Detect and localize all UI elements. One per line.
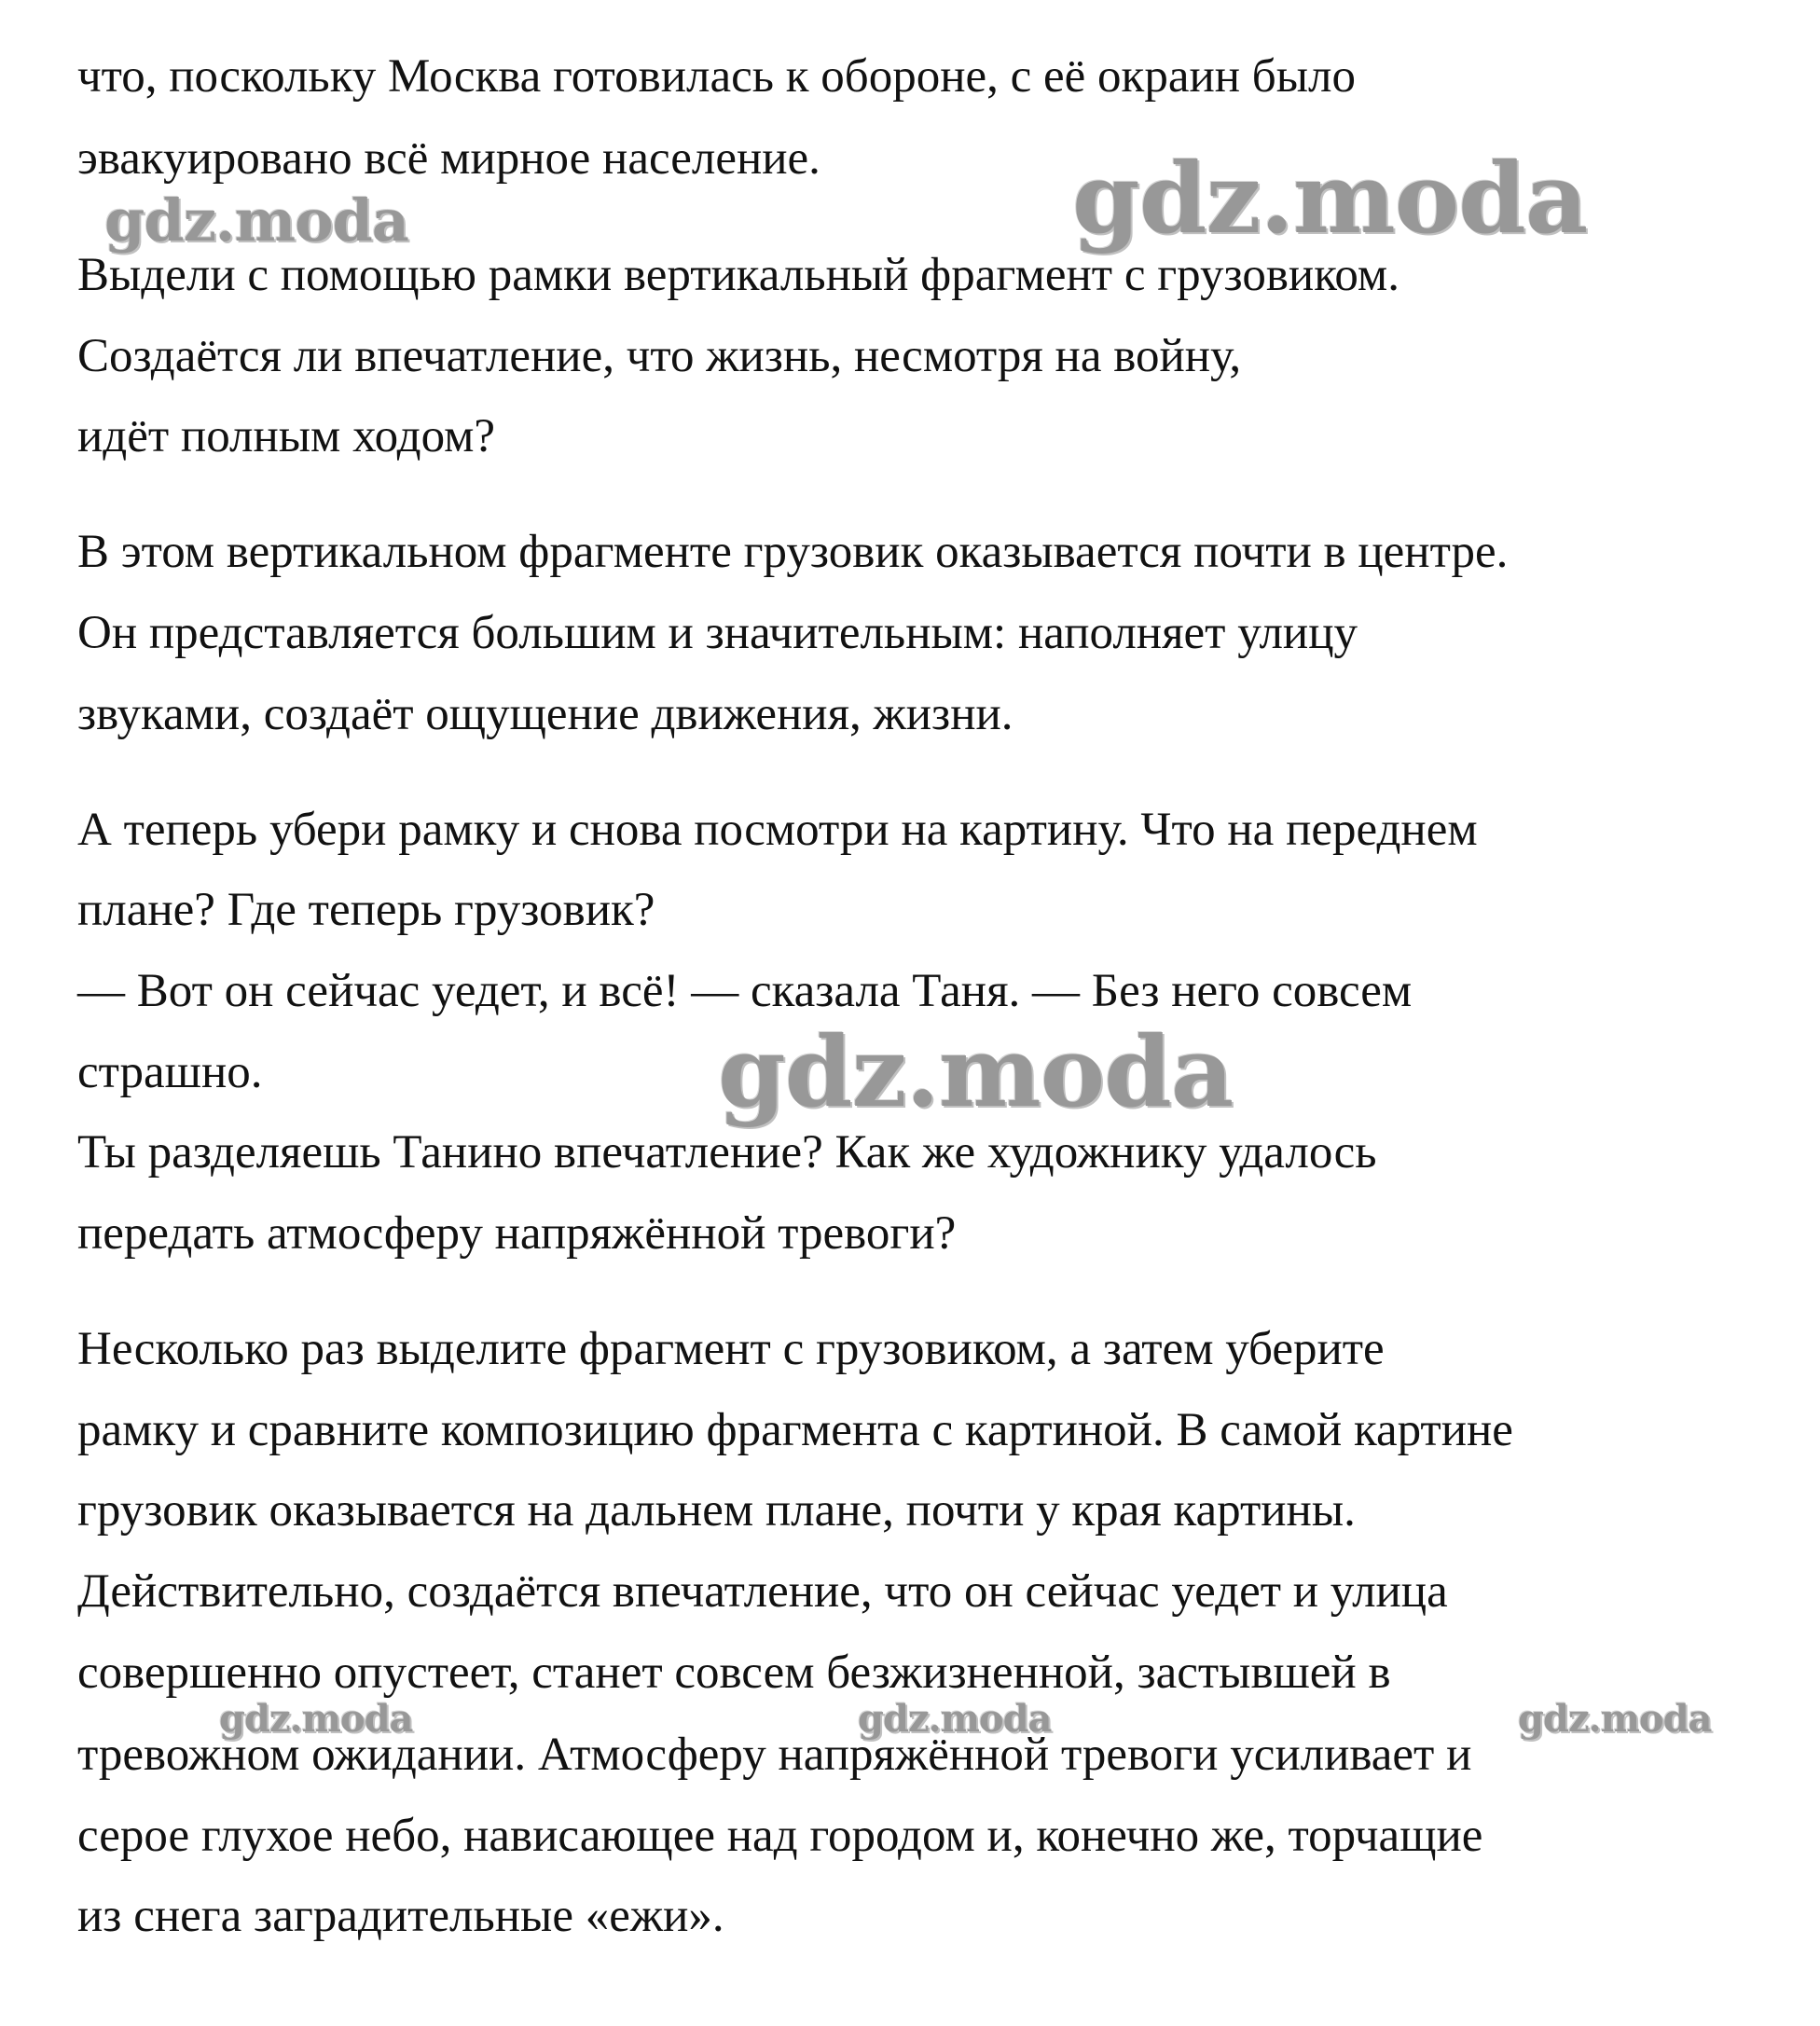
watermark-logo: gdz.moda (858, 1697, 1052, 1741)
text-line: идёт полным ходом? (77, 410, 496, 462)
text-line: Ты разделяешь Танино впечатление? Как же художнику удалось (77, 1126, 1377, 1178)
text-line: грузовик оказывается на дальнем плане, почти у края картины. (77, 1484, 1356, 1537)
text-line: тревожном ожидании. Атмосферу напряжённой тревоги усиливает и (77, 1729, 1472, 1781)
text-line: В этом вертикальном фрагменте грузовик оказывается почти в центре. (77, 526, 1509, 578)
text-line: что, поскольку Москва готовилась к обороне, с её окраин было (77, 50, 1356, 103)
text-line: Он представляется большим и значительным: наполняет улицу (77, 607, 1358, 659)
watermark-logo: gdz.moda (1518, 1697, 1712, 1741)
watermark-logo: gdz.moda (219, 1697, 413, 1741)
text-line: рамку и сравните композицию фрагмента с картиной. В самой картине (77, 1404, 1513, 1456)
watermark-logo: gdz.moda (104, 186, 408, 255)
text-line: — Вот он сейчас уедет, и всё! — сказала Таня. — Без него совсем (77, 965, 1413, 1017)
text-line: звуками, создаёт ощущение движения, жизни. (77, 688, 1013, 740)
text-line: Действительно, создаётся впечатление, что он сейчас уедет и улица (77, 1565, 1448, 1618)
text-line: плане? Где теперь грузовик? (77, 884, 655, 936)
text-line: А теперь убери рамку и снова посмотри на картину. Что на переднем (77, 804, 1478, 856)
text-line: из снега заградительные «ежи». (77, 1890, 724, 1942)
watermark-logo: gdz.moda (1072, 141, 1588, 255)
text-line: передать атмосферу напряжённой тревоги? (77, 1207, 957, 1260)
text-line: совершенно опустеет, станет совсем безжизненной, застывшей в (77, 1647, 1391, 1699)
text-line: страшно. (77, 1046, 263, 1098)
text-line: Создаётся ли впечатление, что жизнь, несмотря на войну, (77, 330, 1242, 382)
text-line: серое глухое небо, нависающее над городом и, конечно же, торчащие (77, 1810, 1483, 1862)
text-line: Выдели с помощью рамки вертикальный фрагмент с грузовиком. (77, 249, 1399, 301)
watermark-logo: gdz.moda (718, 1014, 1234, 1129)
text-line: Несколько раз выделите фрагмент с грузовиком, а затем уберите (77, 1323, 1385, 1375)
text-line: эвакуировано всё мирное население. (77, 132, 820, 185)
